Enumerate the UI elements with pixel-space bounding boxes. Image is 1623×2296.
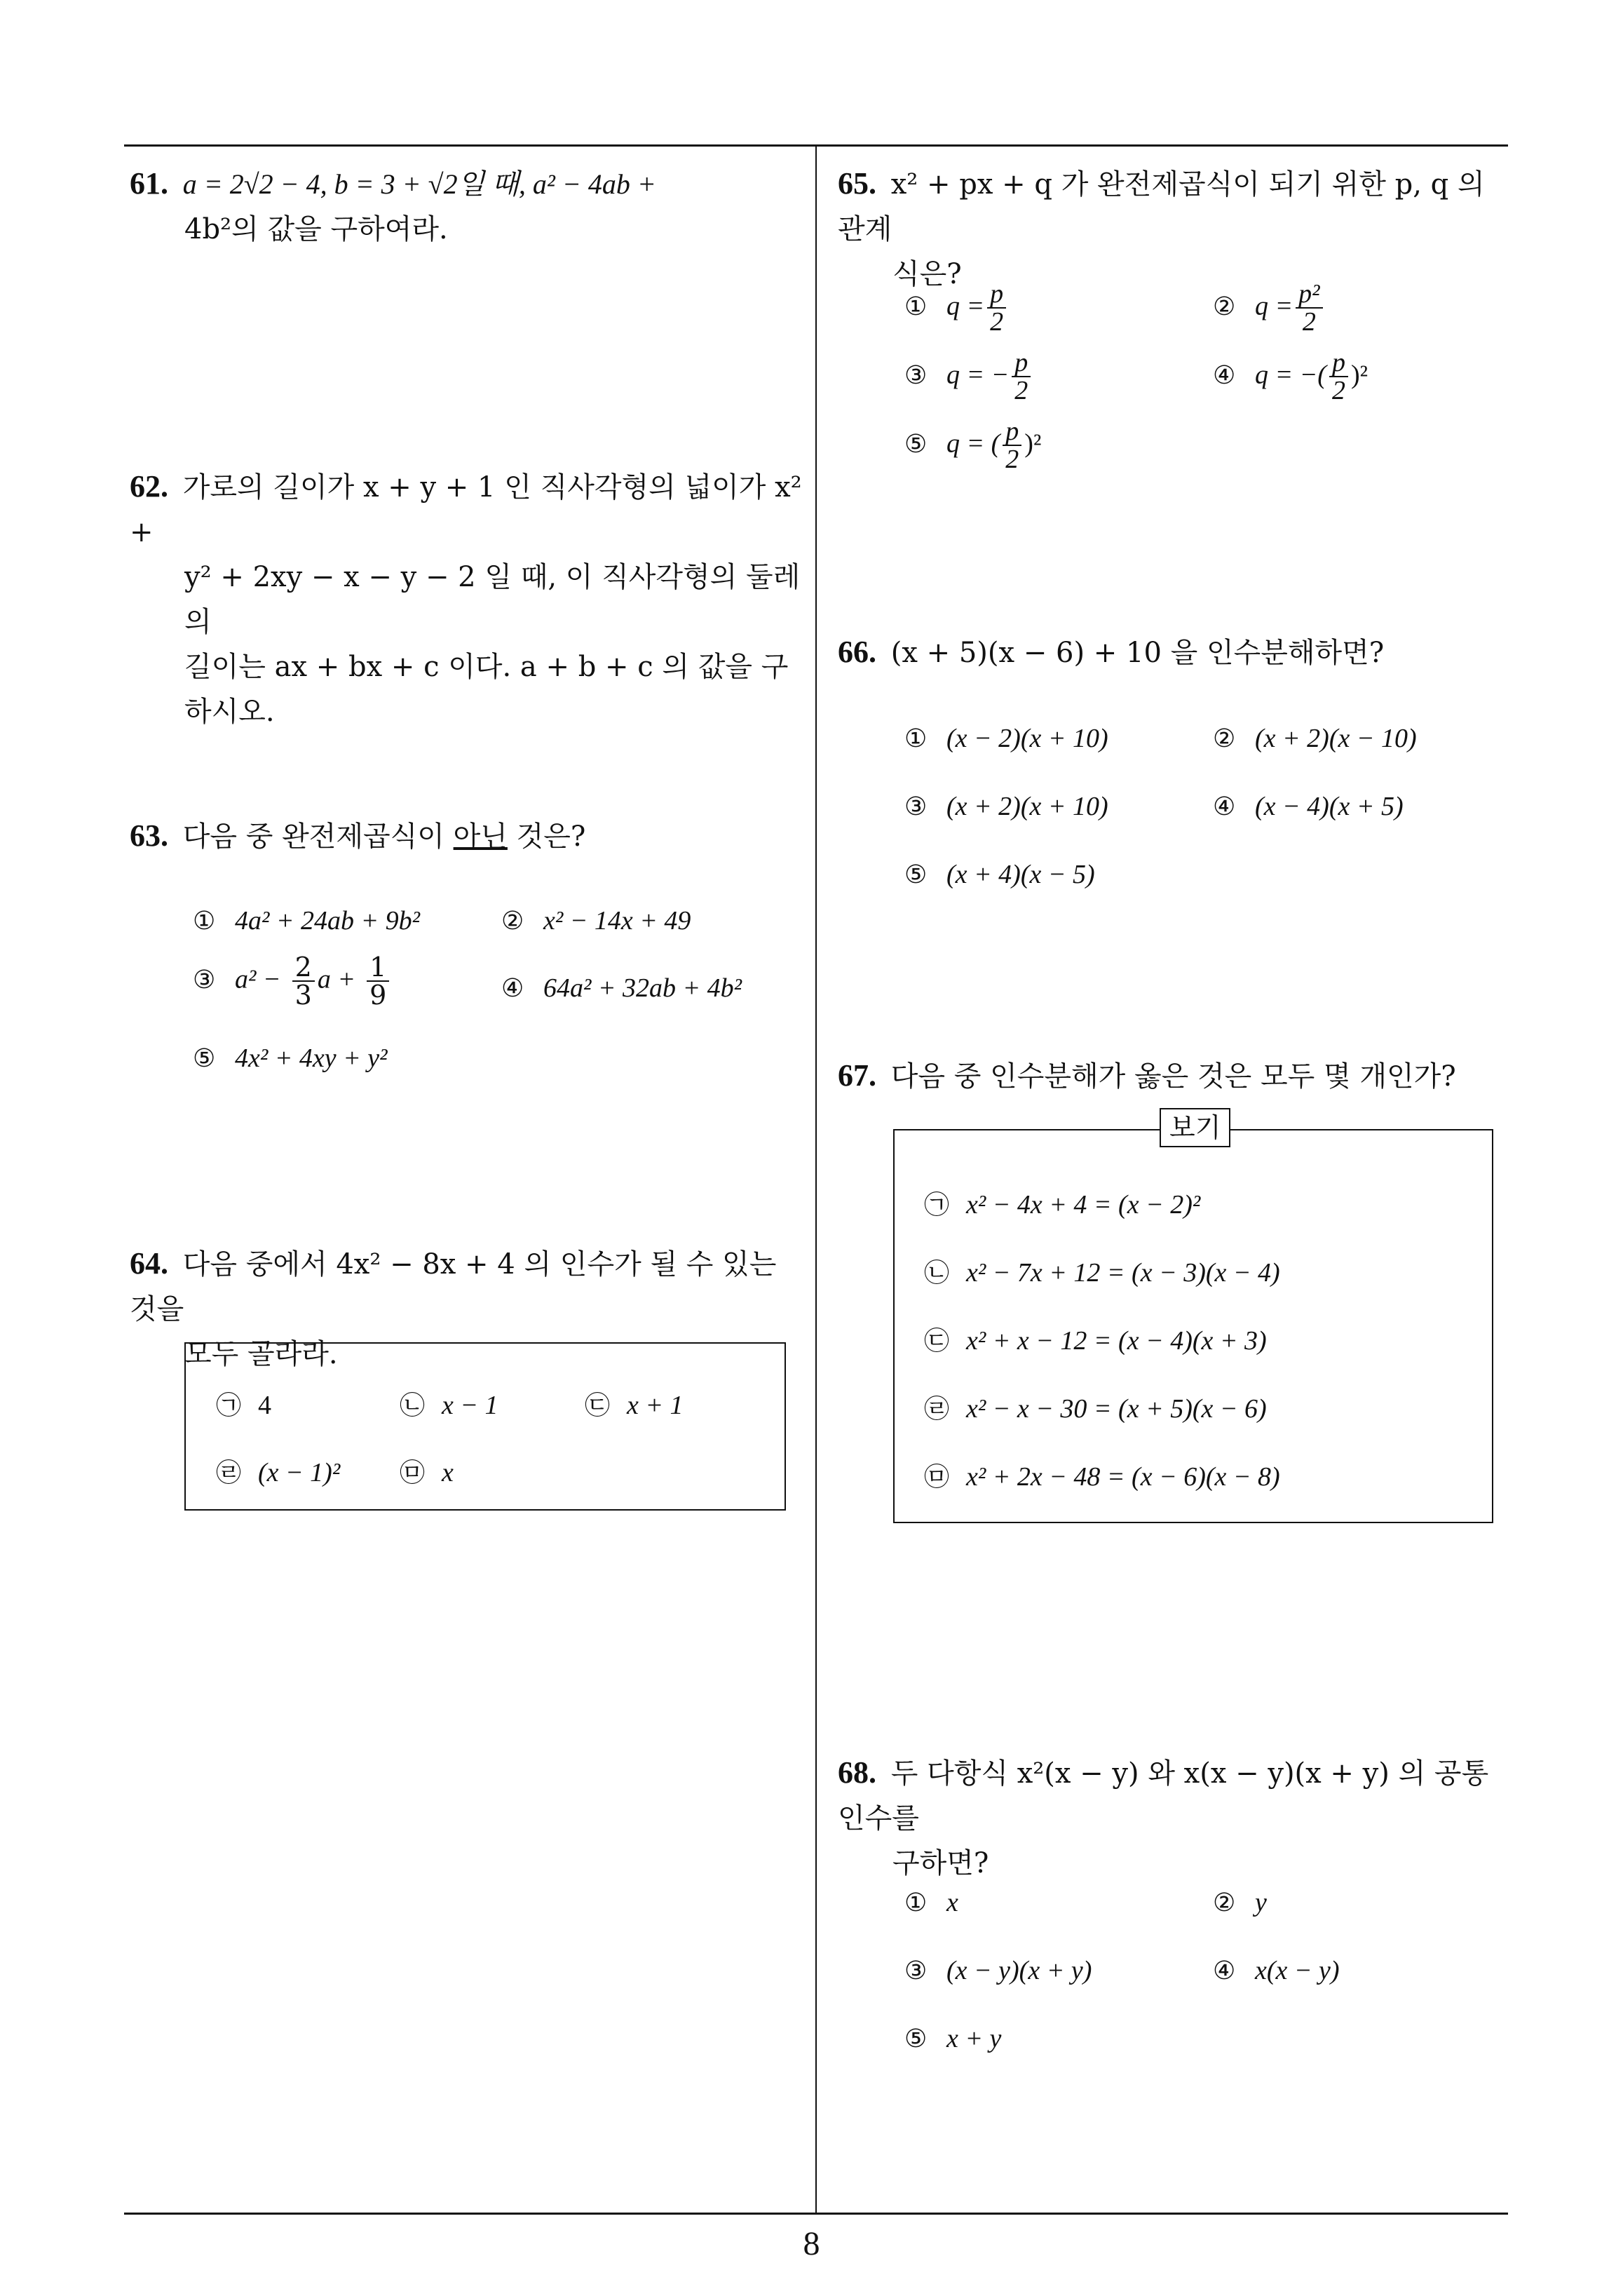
choice-5[interactable]: ⑤ x + y: [904, 2024, 1002, 2053]
choice-4[interactable]: ④ 64a² + 32ab + 4b²: [501, 973, 742, 1003]
choice-5[interactable]: ⑤ (x + 4)(x − 5): [904, 860, 1095, 889]
bottom-rule: [124, 2213, 1508, 2215]
question-number: 62.: [130, 469, 168, 504]
item-e[interactable]: ㉤ x² + 2x − 48 = (x − 6)(x − 8): [924, 1462, 1280, 1492]
question-62-text-3: 길이는 ax + bx + c 이다. a + b + c 의 값을 구하시오.: [184, 651, 789, 728]
choice-2[interactable]: ② y: [1213, 1888, 1267, 1917]
column-divider: [815, 144, 817, 2213]
choice-2[interactable]: ② (x + 2)(x − 10): [1213, 724, 1417, 753]
box-label: 보기: [1160, 1108, 1230, 1147]
question-61-line1: [130, 161, 803, 207]
item-d[interactable]: ㉣ x² − x − 30 = (x + 5)(x − 6): [924, 1394, 1267, 1424]
question-68: [838, 1750, 1511, 1886]
question-64-text-2: 모두 골라라.: [184, 1338, 338, 1370]
item-e[interactable]: ㉤ x: [400, 1458, 454, 1487]
question-63-text-post: 것은?: [507, 821, 586, 853]
question-number: 64.: [130, 1246, 168, 1281]
item-c[interactable]: ㉢ x + 1: [585, 1391, 684, 1420]
choice-1[interactable]: ① 4a² + 24ab + 9b²: [193, 906, 421, 936]
item-a[interactable]: ㉠ 4: [216, 1391, 271, 1420]
question-65-text-2: 식은?: [892, 258, 962, 290]
question-63: [130, 813, 803, 859]
choice-3[interactable]: ③ (x + 2)(x + 10): [904, 792, 1108, 821]
question-62: [130, 464, 803, 734]
question-64-text-1: 다음 중에서 4x² − 8x + 4 의 인수가 될 수 있는 것을: [130, 1248, 777, 1325]
item-c[interactable]: ㉢ x² + x − 12 = (x − 4)(x + 3): [924, 1326, 1267, 1356]
question-number: 67.: [838, 1058, 876, 1093]
question-63-text-pre: 다음 중 완전제곱식이: [182, 821, 454, 853]
choice-1[interactable]: ① q = $\frac{p}{2}$: [904, 281, 1009, 335]
item-b[interactable]: ㉡ x − 1: [400, 1391, 498, 1420]
choice-3[interactable]: ③ (x − y)(x + y): [904, 1956, 1092, 1985]
choice-2[interactable]: ② q = $\frac{\text{p²}}{2}$: [1213, 281, 1326, 335]
item-d[interactable]: ㉣ (x − 1)²: [216, 1458, 341, 1487]
question-number: 66.: [838, 635, 876, 669]
question-62-text-1: 가로의 길이가 x + y + 1 인 직사각형의 넓이가 x² +: [130, 471, 802, 548]
choice-5[interactable]: ⑤ 4x² + 4xy + y²: [193, 1044, 388, 1073]
question-67: [838, 1053, 1511, 1099]
question-number: 61.: [130, 166, 168, 201]
choice-3[interactable]: ③ q = − $\frac{p}{2}$: [904, 349, 1033, 404]
question-number: 63.: [130, 818, 168, 853]
choice-1[interactable]: ① (x − 2)(x + 10): [904, 724, 1108, 753]
question-63-text-underline: 아닌: [453, 821, 508, 853]
question-62-text-2: y² + 2xy − x − y − 2 일 때, 이 직사각형의 둘레의: [184, 561, 801, 638]
choice-5[interactable]: ⑤ q = ( $\frac{p}{2}$ )²: [904, 417, 1042, 474]
item-a[interactable]: ㉠ x² − 4x + 4 = (x − 2)²: [924, 1190, 1201, 1220]
choice-2[interactable]: ② x² − 14x + 49: [501, 906, 691, 936]
choice-1[interactable]: ① x: [904, 1888, 958, 1917]
question-number: 65.: [838, 166, 876, 201]
page-number: 8: [803, 2225, 820, 2262]
item-b[interactable]: ㉡ x² − 7x + 12 = (x − 3)(x − 4): [924, 1258, 1280, 1288]
question-61-line2: 4b²의 값을 구하여라.: [184, 213, 448, 245]
choice-4[interactable]: ④ q = −( $\frac{p}{2}$ )²: [1213, 348, 1368, 405]
choice-4[interactable]: ④ (x − 4)(x + 5): [1213, 792, 1404, 821]
question-61: [130, 161, 803, 252]
question-68-text-1: 두 다항식 x²(x − y) 와 x(x − y)(x + y) 의 공통인수를: [838, 1757, 1489, 1835]
choice-4[interactable]: ④ x(x − y): [1213, 1956, 1340, 1985]
question-68-text-2: 구하면?: [892, 1847, 989, 1879]
question-66-text-1: (x + 5)(x − 6) + 10 을 인수분해하면?: [890, 637, 1385, 669]
question-65: [838, 161, 1511, 297]
question-66: [838, 630, 1511, 675]
question-65-text-1: x² + px + q 가 완전제곱식이 되기 위한 p, q 의 관계: [838, 168, 1485, 245]
question-61-text-1: a = 2√2 − 4, b = 3 + √2일 때, a² − 4ab +: [182, 168, 656, 200]
question-67-text-1: 다음 중 인수분해가 옳은 것은 모두 몇 개인가?: [890, 1060, 1456, 1093]
question-number: 68.: [838, 1755, 876, 1790]
choice-3[interactable]: ③ a² − $\frac{2}{3}$ a + $\frac{1}{9}$: [193, 954, 392, 1008]
